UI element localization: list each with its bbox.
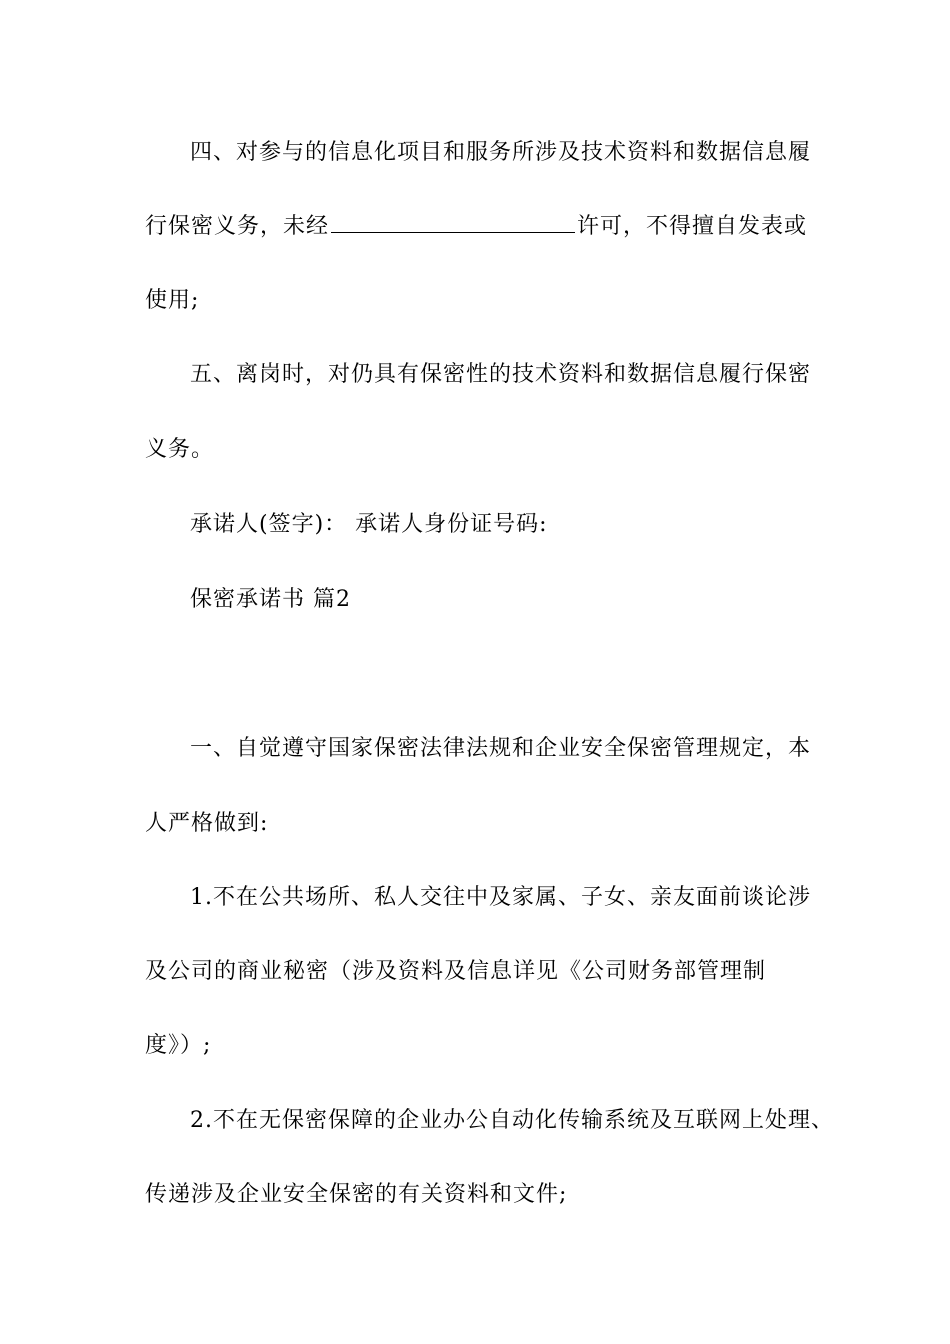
paragraph-line: 义务。: [145, 437, 215, 462]
paragraph-line-with-blank: [145, 212, 807, 241]
paragraph-line: 及公司的商业秘密（涉及资料及信息详见《公司财务部管理制: [145, 959, 767, 984]
section-heading: 保密承诺书 篇2: [190, 587, 351, 612]
paragraph-line: 传递涉及企业安全保密的有关资料和文件;: [145, 1182, 568, 1207]
paragraph-line: 1.不在公共场所、私人交往中及家属、子女、亲友面前谈论涉: [190, 885, 811, 910]
paragraph-line: 使用;: [145, 288, 200, 313]
paragraph-line: 2.不在无保密保障的企业办公自动化传输系统及互联网上处理、: [190, 1108, 834, 1133]
text-segment: 许可，不得擅自发表或: [577, 214, 808, 239]
paragraph-line: 度》）;: [145, 1033, 212, 1058]
paragraph-line: 一、自觉遵守国家保密法律法规和企业安全保密管理规定，本: [190, 736, 812, 761]
text-segment: 行保密义务，未经: [145, 214, 330, 239]
paragraph-line: 人严格做到:: [145, 811, 269, 836]
fill-in-blank: [331, 212, 575, 233]
paragraph-line: 五、离岗时，对仍具有保密性的技术资料和数据信息履行保密: [190, 362, 812, 387]
paragraph-line: 四、对参与的信息化项目和服务所涉及技术资料和数据信息履: [190, 140, 812, 165]
signature-line: 承诺人(签字)： 承诺人身份证号码:: [190, 512, 548, 537]
